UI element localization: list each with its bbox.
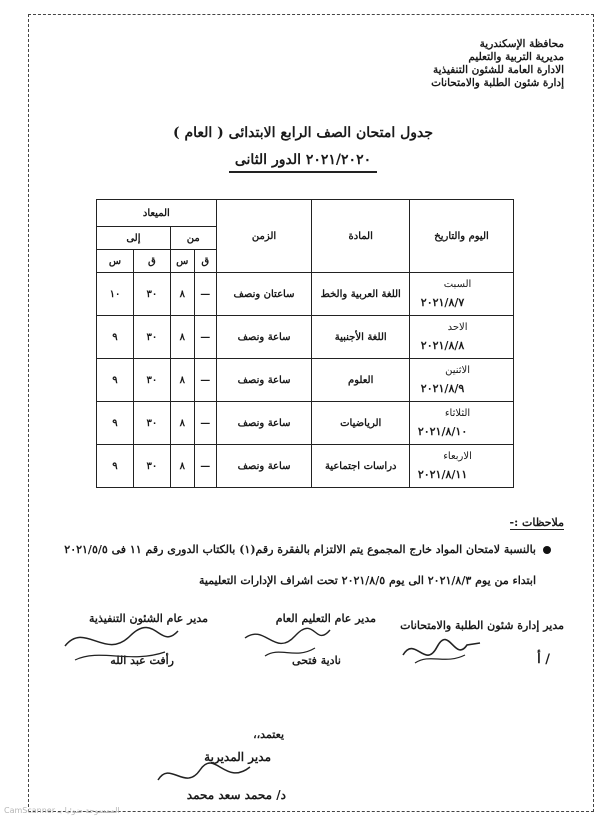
to-hour-cell: ٩ [97, 445, 134, 488]
exam-schedule-table [96, 199, 514, 488]
exam-date: ٢٠٢١/٨/٩ [420, 382, 465, 395]
exam-date: ٢٠٢١/٨/١٠ [417, 425, 468, 438]
letterhead-line: محافظة الإسكندرية [479, 38, 564, 50]
letterhead [431, 38, 564, 90]
header-from-minute: ق [194, 250, 216, 273]
from-hour-cell: ٨ [170, 273, 194, 316]
duration-cell: ساعة ونصف [216, 359, 312, 402]
signature-name: رأفت عبد الله [110, 654, 174, 667]
exam-date: ٢٠٢١/٨/٨ [420, 339, 465, 352]
header-to: إلى [97, 227, 171, 250]
day-date-cell [410, 359, 514, 402]
from-hour-cell: ٨ [170, 402, 194, 445]
exam-date: ٢٠٢١/٨/١١ [417, 468, 468, 481]
handwritten-signature [150, 752, 260, 797]
signature-name: / أ [537, 652, 550, 667]
bullet-icon [543, 546, 551, 554]
day-date-cell [410, 445, 514, 488]
from-minute-cell: — [194, 316, 216, 359]
day-name: الاحد [447, 322, 468, 333]
day-name: الثلاثاء [444, 408, 471, 419]
handwritten-signature [235, 618, 335, 668]
signature-title: مدير عام الشئون التنفيذية [89, 612, 208, 625]
document-title: جدول امتحان الصف الرابع الابتدائى ( العام ) [172, 125, 434, 141]
to-hour-cell: ٩ [97, 359, 134, 402]
approval-label: يعتمد،، [253, 728, 284, 741]
from-hour-cell: ٨ [170, 316, 194, 359]
to-minute-cell: ٣٠ [133, 316, 170, 359]
to-hour-cell: ٩ [97, 402, 134, 445]
from-minute-cell: — [194, 402, 216, 445]
from-minute-cell: — [194, 359, 216, 402]
to-hour-cell: ١٠ [97, 273, 134, 316]
subject-cell: الرياضيات [312, 402, 410, 445]
subject-cell: دراسات اجتماعية [312, 445, 410, 488]
subject-cell: العلوم [312, 359, 410, 402]
table-row [97, 273, 514, 316]
header-to-hour: س [97, 250, 134, 273]
director-title: مدير المديرية [204, 750, 271, 764]
to-minute-cell: ٣٠ [133, 402, 170, 445]
signature-title: مدير إدارة شئون الطلبة والامتحانات [400, 619, 564, 632]
header-from-hour: س [170, 250, 194, 273]
subject-cell: اللغة العربية والخط [312, 273, 410, 316]
letterhead-line: مديرية التربية والتعليم [468, 51, 564, 63]
to-minute-cell: ٣٠ [133, 273, 170, 316]
exam-date: ٢٠٢١/٨/٧ [420, 296, 465, 309]
notes-heading [510, 516, 564, 529]
duration-cell: ساعتان ونصف [216, 273, 312, 316]
header-to-minute: ق [133, 250, 170, 273]
header-schedule: الميعاد [97, 200, 217, 227]
letterhead-line: إدارة شئون الطلبة والامتحانات [431, 77, 564, 89]
header-from: من [170, 227, 216, 250]
note-line: بالنسبة لامتحان المواد خارج المجموع يتم الالتزام بالفقرة رقم(١) بالكتاب الدورى رقم ١١ فى ٢٠٢١/٥/٥ [64, 543, 536, 556]
to-minute-cell: ٣٠ [133, 359, 170, 402]
notes-heading-text: ملاحظات :- [509, 516, 564, 529]
subtitle-text: ٢٠٢١/٢٠٢٠ الدور الثانى [229, 152, 377, 173]
day-date-cell [410, 316, 514, 359]
signature-title: مدير عام التعليم العام [275, 612, 376, 625]
signature-name: نادية فتحى [292, 654, 341, 667]
from-hour-cell: ٨ [170, 359, 194, 402]
day-name: الاربعاء [443, 451, 472, 462]
table-row [97, 445, 514, 488]
day-name: السبت [443, 279, 472, 290]
from-minute-cell: — [194, 445, 216, 488]
subject-cell: اللغة الأجنبية [312, 316, 410, 359]
day-name: الاثنين [445, 365, 470, 376]
note-line: ابتداء من يوم ٢٠٢١/٨/٣ الى يوم ٢٠٢١/٨/٥ تحت اشراف الإدارات التعليمية [198, 574, 536, 587]
duration-cell: ساعة ونصف [216, 316, 312, 359]
scanner-watermark: CamScanner الممسوحة ضوئيا بـ [4, 806, 120, 815]
day-date-cell [410, 402, 514, 445]
to-minute-cell: ٣٠ [133, 445, 170, 488]
header-subject: المادة [312, 200, 410, 273]
director-name: د/ محمد سعد محمد [186, 788, 286, 802]
from-minute-cell: — [194, 273, 216, 316]
table-row [97, 359, 514, 402]
day-date-cell [410, 273, 514, 316]
handwritten-signature [60, 616, 180, 671]
header-duration: الزمن [216, 200, 312, 273]
table-row [97, 316, 514, 359]
duration-cell: ساعة ونصف [216, 445, 312, 488]
letterhead-line: الادارة العامة للشئون التنفيذية [432, 64, 564, 76]
table-row [97, 402, 514, 445]
from-hour-cell: ٨ [170, 445, 194, 488]
header-day-date: اليوم والتاريخ [410, 200, 514, 273]
to-hour-cell: ٩ [97, 316, 134, 359]
handwritten-signature [395, 625, 485, 675]
duration-cell: ساعة ونصف [216, 402, 312, 445]
document-subtitle [0, 152, 606, 168]
